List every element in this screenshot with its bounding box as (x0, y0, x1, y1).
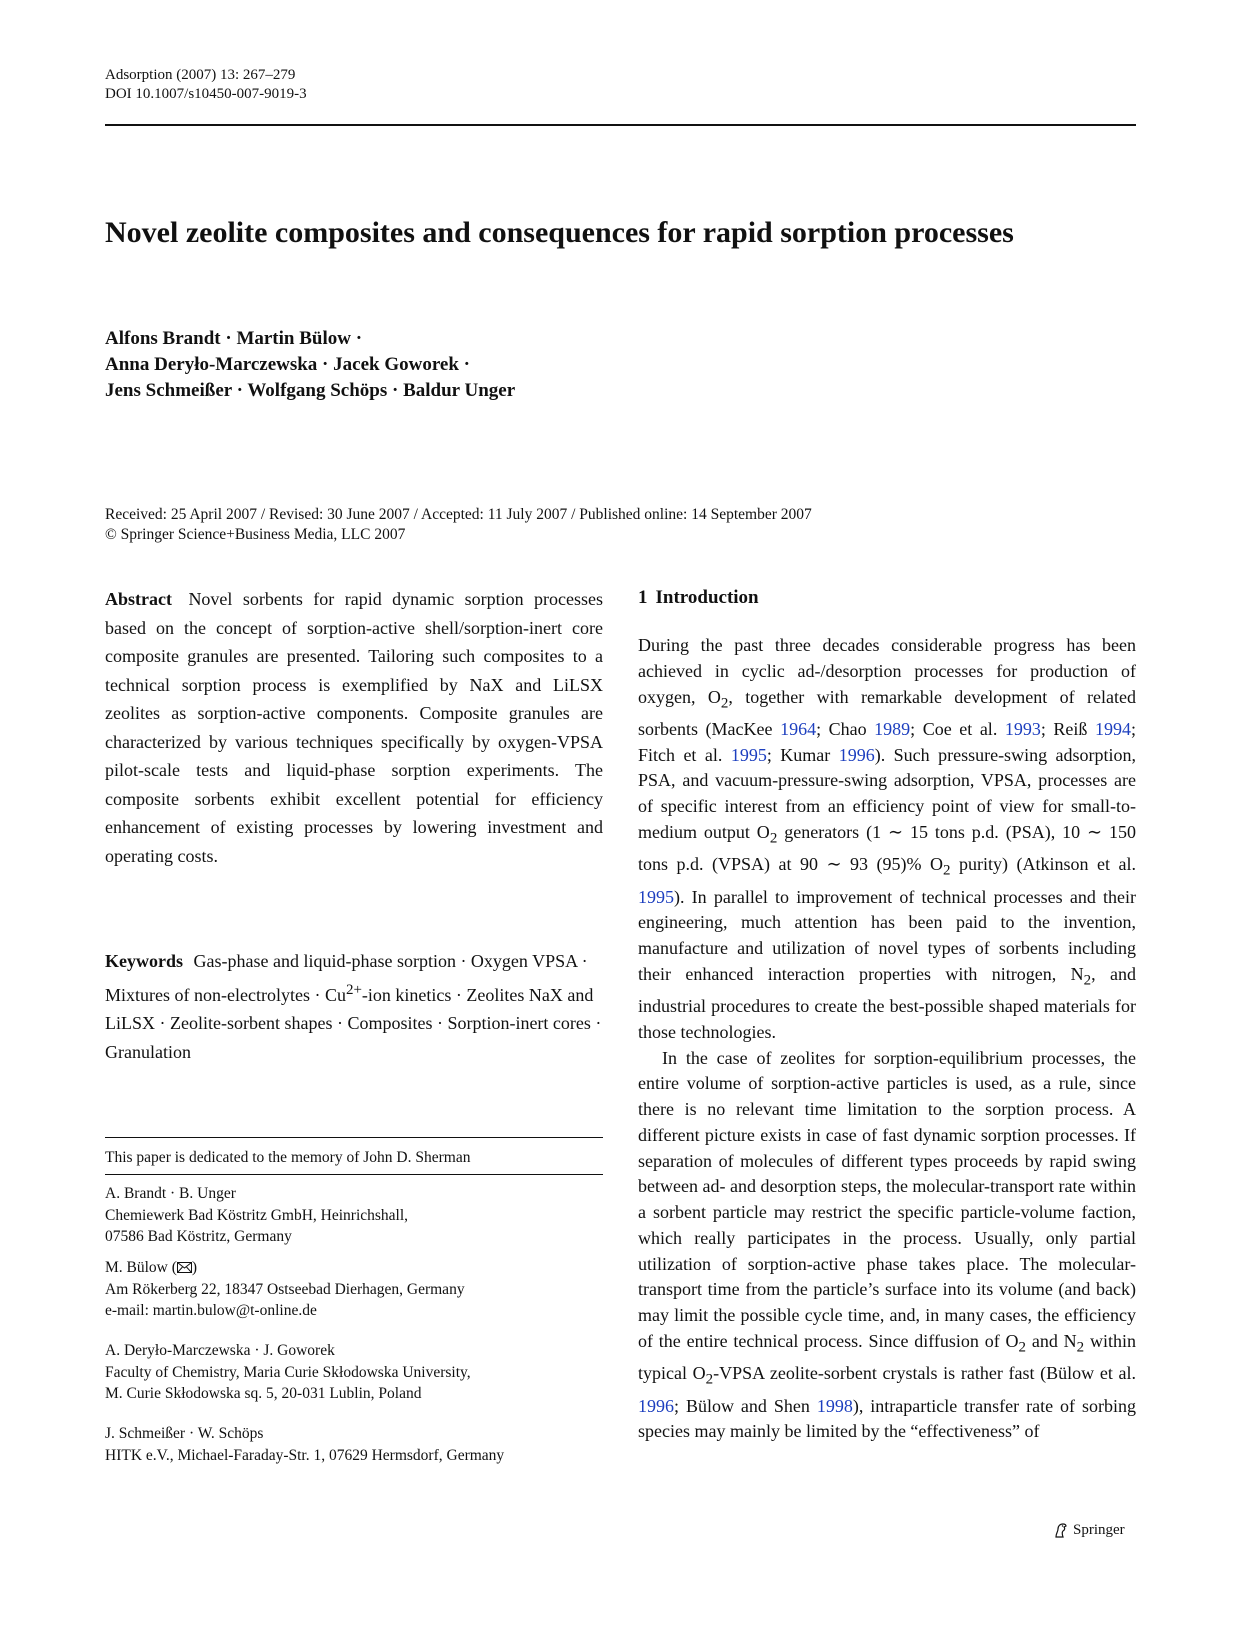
abstract (105, 585, 603, 870)
abstract-text: Novel sorbents for rapid dynamic sorption processes based on the concept of sorption-active shell/sorption-inert core composite granules are presented. Tailoring such composites to a technical sorption process is exemplified by NaX and LiLSX zeolites as sorption-active components. Composite granules are characterized by various techniques specifically by oxygen-VPSA pilot-scale tests and liquid-phase sorption experiments. The composite sorbents exhibit excellent potential for efficiency enhancement of existing processes by lowering investment and operating costs. (105, 589, 604, 866)
doi[interactable]: DOI 10.1007/s10450-007-9019-3 (105, 86, 307, 102)
introduction-body (638, 633, 1136, 1445)
citation-link[interactable]: 1995 (638, 886, 674, 907)
paper-title: Novel zeolite composites and consequences for rapid sorption processes (105, 216, 1014, 249)
affiliation: M. Bülow ( ) Am Rökerberg 22, 18347 Ostseebad Dierhagen, Germany e-mail: martin.bulow@t-online.de (105, 1257, 465, 1322)
author-list (105, 326, 515, 404)
author-line: Alfons Brandt · Martin Bülow · (105, 328, 363, 349)
keywords-superscript: 2+ (345, 981, 362, 998)
affiliation-line: Chemiewerk Bad Köstritz GmbH, Heinrichshall, (105, 1206, 409, 1224)
abstract-heading: Abstract (105, 589, 172, 609)
affiliation (105, 1183, 408, 1248)
citation-link[interactable]: 1989 (874, 718, 911, 739)
footnote-rule (105, 1174, 603, 1175)
section-heading (638, 587, 1136, 609)
affiliation (105, 1423, 504, 1466)
email-address[interactable]: e-mail: martin.bulow@t-online.de (105, 1302, 317, 1319)
journal-citation: Adsorption (2007) 13: 267–279 (105, 67, 296, 83)
publisher-name: Springer (1073, 1522, 1125, 1538)
affiliation-line: Am Rökerberg 22, 18347 Ostseebad Dierhagen, Germany (105, 1280, 465, 1298)
copyright: © Springer Science+Business Media, LLC 2007 (105, 526, 406, 543)
author-line: Jens Schmeißer · Wolfgang Schöps · Baldur Unger (105, 380, 516, 401)
citation-link[interactable]: 1993 (1004, 718, 1041, 739)
section-title: Introduction (655, 587, 759, 608)
keywords-heading: Keywords (105, 951, 183, 971)
keywords (105, 947, 603, 1066)
citation-link[interactable]: 1996 (838, 744, 875, 765)
paragraph: During the past three decades considerable progress has been achieved in cyclic ad-/desorption processes for production of oxygen, $O_2$, together with remarkable development of related sorbents (MacKee 1964; Chao 1989; Coe et al. 1993; Reiß 1994; Fitch et al. 1995; Kumar 1996). Such pressure-swing adsorption, PSA, and vacuum-pressure-swing adsorption, VPSA, processes are of specific interest from an efficiency point of view for small-to-medium output $O_2$ generators (1 ∼ 15 tons p.d. (PSA), 10 ∼ 150 tons p.d. (VPSA) at 90 ∼ 93 (95)% $O_2$ purity) (Atkinson et al. 1995). In parallel to improvement of technical processes and their engineering, much attention has been paid to the invention, manufacture and utilization of novel types of sorbents including their enhanced interaction properties with nitrogen, $N_2$, and industrial procedures to create the best-possible shaped materials for those technologies. (638, 635, 1136, 1042)
citation-link[interactable]: 1964 (780, 718, 817, 739)
keywords-text-1: Gas-phase and liquid-phase sorption · Oxygen VPSA · Mixtures of non-electrolytes · Cu (105, 951, 588, 1005)
affiliation-line: 07586 Bad Köstritz, Germany (105, 1228, 292, 1245)
affiliation-names: A. Deryło-Marczewska · J. Goworek (105, 1342, 335, 1359)
history-dates: Received: 25 April 2007 / Revised: 30 June 2007 / Accepted: 11 July 2007 / Published online: 14 September 2007 (105, 506, 812, 523)
keywords-text-2: -ion kinetics · Zeolites NaX and LiLSX · Zeolite-sorbent shapes · Composites · Sorption-inert cores · Granulation (105, 984, 602, 1062)
citation-link[interactable]: 1998 (816, 1395, 853, 1416)
affiliation-line: HITK e.V., Michael-Faraday-Str. 1, 07629 Hermsdorf, Germany (105, 1446, 505, 1464)
header-rule (105, 124, 1136, 126)
affiliation-line: M. Curie Skłodowska sq. 5, 20-031 Lublin, Poland (105, 1385, 422, 1402)
paragraph: In the case of zeolites for sorption-equilibrium processes, the entire volume of sorption-active particles is used, as a rule, since there is no relevant time limitation to the sorption process. A different picture exists in case of fast dynamic sorption processes. If separation of molecules of different types proceeds by rapid swing between ad- and desorption steps, the molecular-transport rate within a sorbent particle may restrict the specific particle-volume faction, which really participates in the process. Usually, only partial utilization of sorption-active phase takes place. The molecular-transport time from the particle’s surface into its volume (and back) may limit the possible cycle time, and, in many cases, the efficiency of the entire technical process. Since diffusion of $O_2$ and $N_2$ within typical $O_2$-VPSA zeolite-sorbent crystals is rather fast (Bülow et al. 1996; Bülow and Shen 1998), intraparticle transfer rate of sorbing species may mainly be limited by the “effectiveness” of (638, 1047, 1137, 1442)
citation-link[interactable]: 1994 (1094, 718, 1131, 739)
citation-link[interactable]: 1996 (638, 1395, 674, 1416)
dedication: This paper is dedicated to the memory of John D. Sherman (105, 1149, 471, 1166)
journal-meta (105, 66, 307, 104)
publisher-logo (1052, 1522, 1125, 1539)
affiliation-line: Faculty of Chemistry, Maria Curie Skłodowska University, (105, 1363, 471, 1381)
author-line: Anna Deryło-Marczewska · Jacek Goworek · (105, 354, 470, 375)
publication-history (105, 505, 1136, 545)
envelope-icon[interactable] (177, 1262, 192, 1273)
affiliation-names: M. Bülow ( (105, 1259, 177, 1276)
section-number: 1 (638, 587, 648, 608)
citation-link[interactable]: 1995 (730, 744, 767, 765)
affiliation (105, 1340, 471, 1405)
affiliation-names: J. Schmeißer · W. Schöps (105, 1425, 264, 1442)
footnote-rule (105, 1137, 603, 1138)
springer-horse-icon (1052, 1522, 1069, 1539)
affiliation-names: A. Brandt · B. Unger (105, 1185, 236, 1202)
